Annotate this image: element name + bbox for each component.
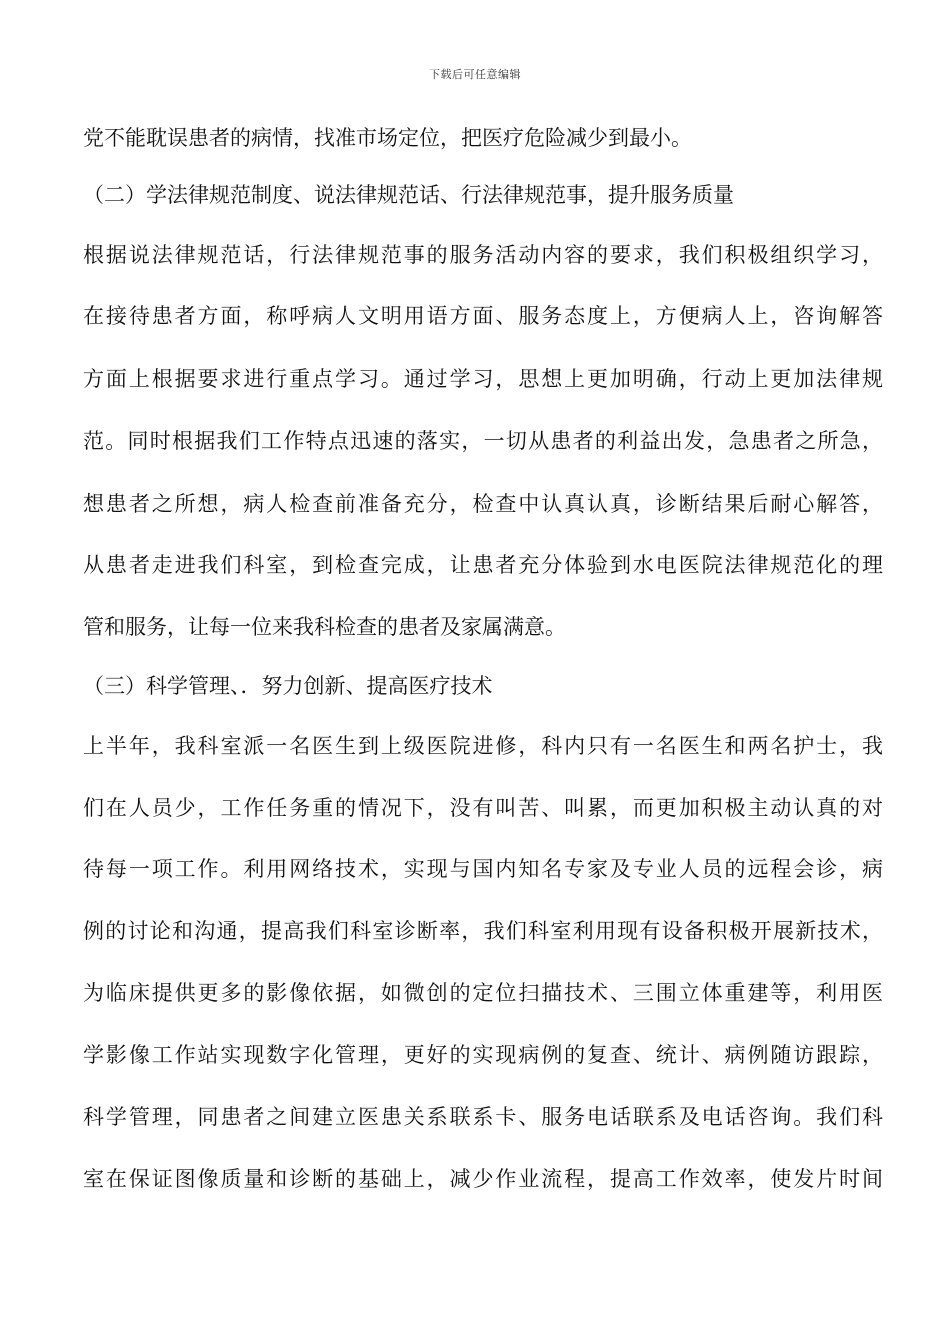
- text-line: 例的讨论和沟通，提高我们科室诊断率，我们科室利用现有设备积极开展新技术，: [83, 919, 883, 943]
- text-line: 们在人员少，工作任务重的情况下，没有叫苦、叫累，而更加积极主动认真的对: [83, 796, 883, 820]
- text-line: 室在保证图像质量和诊断的基础上，减少作业流程，提高工作效率，使发片时间: [83, 1167, 883, 1191]
- text-line: 为临床提供更多的影像依据，如微创的定位扫描技术、三围立体重建等，利用医: [83, 981, 883, 1005]
- text-line: 学影像工作站实现数字化管理，更好的实现病例的复查、统计、病例随访跟踪，: [83, 1043, 883, 1067]
- text-line: 根据说法律规范话，行法律规范事的服务活动内容的要求，我们积极组织学习，: [83, 243, 883, 267]
- page-header: 下载后可任意编辑: [429, 68, 521, 81]
- section-heading: （二）学法律规范制度、说法律规范话、行法律规范事，提升服务质量: [83, 183, 734, 207]
- text-line: 在接待患者方面，称呼病人文明用语方面、服务态度上，方便病人上，咨询解答: [83, 304, 883, 328]
- text-line: 想患者之所想，病人检查前准备充分，检查中认真认真，诊断结果后耐心解答，: [83, 492, 883, 516]
- text-line: 党不能耽误患者的病情，找准市场定位，把医疗危险减少到最小。: [83, 126, 692, 150]
- text-line: 管和服务，让每一位来我科检查的患者及家属满意。: [83, 615, 566, 639]
- text-line: 从患者走进我们科室，到检查完成，让患者充分体验到水电医院法律规范化的理: [83, 553, 883, 577]
- text-line: 待每一项工作。利用网络技术，实现与国内知名专家及专业人员的远程会诊，病: [83, 857, 883, 881]
- text-line: 上半年，我科室派一名医生到上级医院进修，科内只有一名医生和两名护士，我: [83, 734, 883, 758]
- text-line: 科学管理，同患者之间建立医患关系联系卡、服务电话联系及电话咨询。我们科: [83, 1105, 883, 1129]
- text-line: 方面上根据要求进行重点学习。通过学习，思想上更加明确，行动上更加法律规: [83, 367, 883, 391]
- text-line: 范。同时根据我们工作特点迅速的落实，一切从患者的利益出发，急患者之所急，: [83, 429, 883, 453]
- section-heading: （三）科学管理、．努力创新、提高医疗技术: [83, 674, 493, 698]
